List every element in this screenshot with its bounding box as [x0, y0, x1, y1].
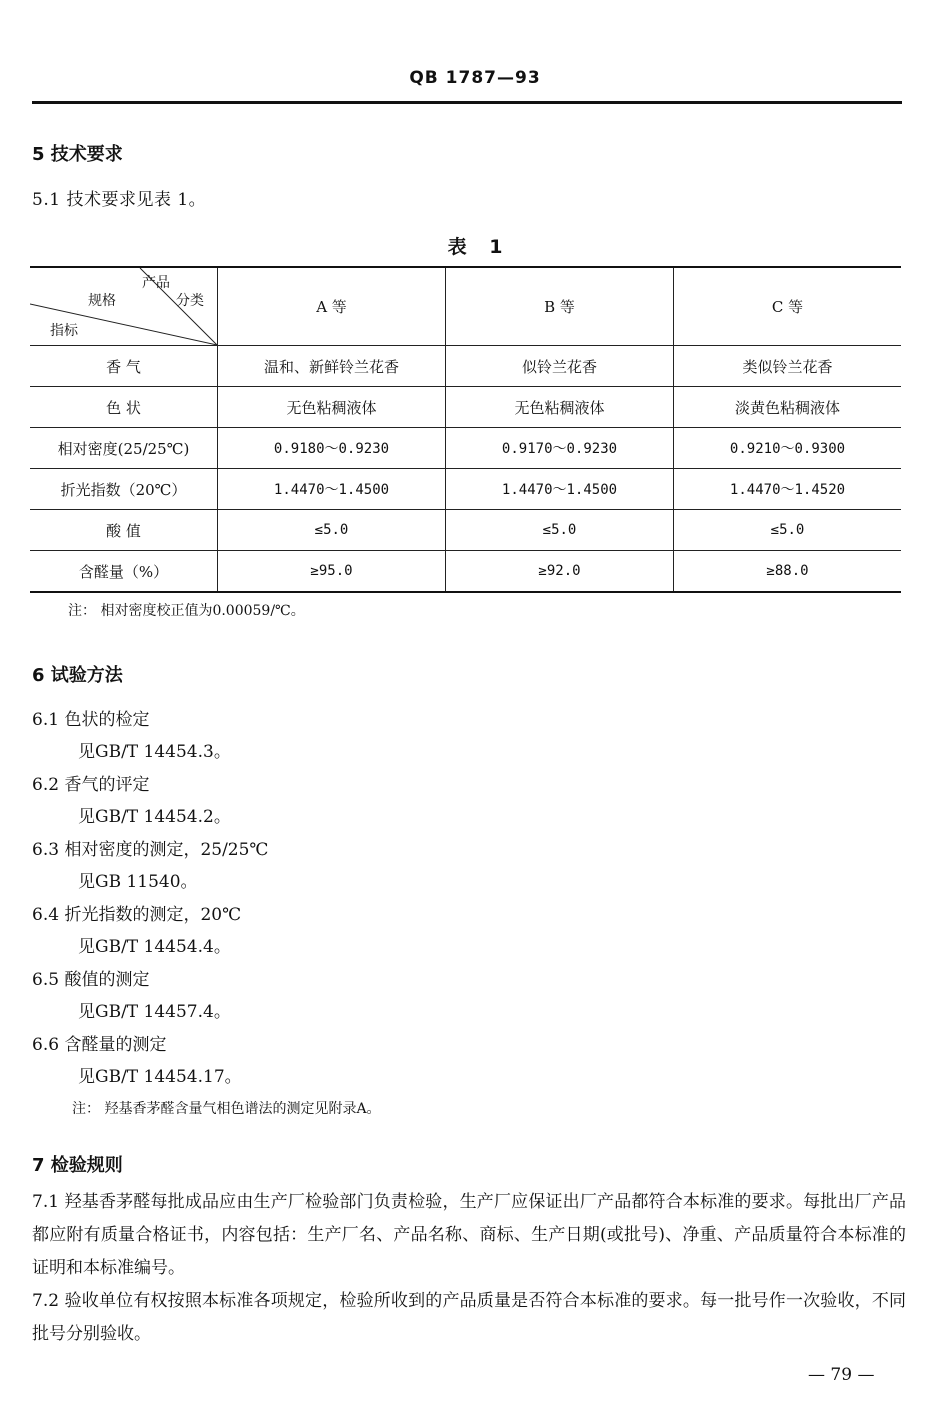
section-5-heading: 5 技术要求 [32, 144, 123, 165]
grade-c-header: C 等 [674, 267, 902, 346]
clause-6-2-ref: 见GB/T 14454.2。 [78, 807, 231, 827]
corner-spec: 规格 [88, 293, 116, 309]
clause-6-1-title: 6.1 色状的检定 [32, 710, 150, 730]
row-label: 含醛量（%） [30, 551, 218, 593]
cell-b: 1.4470～1.4500 [446, 469, 674, 510]
table-caption-label: 表 [447, 236, 467, 258]
cell-c: 淡黄色粘稠液体 [674, 387, 902, 428]
clause-6-5-ref: 见GB/T 14457.4。 [78, 1002, 231, 1022]
row-label: 酸 值 [30, 510, 218, 551]
cell-a: 1.4470～1.4500 [218, 469, 446, 510]
method-note: 注： 羟基香茅醛含量气相色谱法的测定见附录A。 [72, 1101, 381, 1117]
cell-c: 类似铃兰花香 [674, 346, 902, 387]
cell-b: ≤5.0 [446, 510, 674, 551]
clause-6-6-title: 6.6 含醛量的测定 [32, 1035, 167, 1055]
page-number: — 79 — [808, 1365, 875, 1385]
clause-6-6-ref: 见GB/T 14454.17。 [78, 1067, 242, 1087]
clause-5-1: 5.1 技术要求见表 1。 [32, 190, 207, 210]
table-row-aldehyde [30, 551, 901, 593]
table-row-refractive [30, 469, 901, 510]
corner-product: 产品 [142, 275, 170, 291]
cell-a: 0.9180～0.9230 [218, 428, 446, 469]
section-7-heading: 7 检验规则 [32, 1155, 123, 1176]
table-row-color [30, 387, 901, 428]
cell-a: 温和、新鲜铃兰花香 [218, 346, 446, 387]
grade-a-header: A 等 [218, 267, 446, 346]
row-label: 香 气 [30, 346, 218, 387]
cell-c: ≤5.0 [674, 510, 902, 551]
spec-table [30, 266, 901, 593]
table-row-aroma [30, 346, 901, 387]
clause-6-3-ref: 见GB 11540。 [78, 872, 198, 892]
table-row-acid [30, 510, 901, 551]
table-header-row [30, 267, 901, 346]
table-row-density [30, 428, 901, 469]
cell-c: 1.4470～1.4520 [674, 469, 902, 510]
corner-category: 分类 [176, 293, 204, 309]
cell-c: 0.9210～0.9300 [674, 428, 902, 469]
clause-7-1: 7.1 羟基香茅醛每批成品应由生产厂检验部门负责检验，生产厂应保证出厂产品都符合本标准的要求。每批出厂产品都应附有质量合格证书，内容包括：生产厂名、产品名称、商标、生产日期(或批号)、净重、产品质量符合本标准的证明和本标准编号。 [32, 1192, 906, 1278]
table-caption [0, 232, 950, 259]
header-rule [32, 101, 902, 104]
clause-7-2: 7.2 验收单位有权按照本标准各项规定，检验所收到的产品质量是否符合本标准的要求。每一批号作一次验收，不同批号分别验收。 [32, 1291, 906, 1344]
clause-6-1-ref: 见GB/T 14454.3。 [78, 742, 231, 762]
cell-a: 无色粘稠液体 [218, 387, 446, 428]
cell-c: ≥88.0 [674, 551, 902, 593]
cell-b: 似铃兰花香 [446, 346, 674, 387]
row-label: 色 状 [30, 387, 218, 428]
table-corner-cell [30, 267, 218, 346]
clause-6-4-ref: 见GB/T 14454.4。 [78, 937, 231, 957]
grade-b-header: B 等 [446, 267, 674, 346]
clause-6-5-title: 6.5 酸值的测定 [32, 970, 150, 990]
table-caption-number: 1 [489, 236, 503, 258]
row-label: 折光指数（20℃） [30, 469, 218, 510]
clause-6-2-title: 6.2 香气的评定 [32, 775, 150, 795]
cell-a: ≥95.0 [218, 551, 446, 593]
table-note: 注： 相对密度校正值为0.00059/℃。 [68, 603, 305, 619]
clause-6-3-title: 6.3 相对密度的测定，25/25℃ [32, 840, 269, 860]
row-label: 相对密度(25/25℃) [30, 428, 218, 469]
document-code: QB 1787—93 [409, 68, 541, 88]
cell-b: 0.9170～0.9230 [446, 428, 674, 469]
corner-indicator: 指标 [50, 323, 78, 339]
section-6-heading: 6 试验方法 [32, 665, 123, 686]
clause-6-4-title: 6.4 折光指数的测定，20℃ [32, 905, 242, 925]
cell-b: ≥92.0 [446, 551, 674, 593]
cell-a: ≤5.0 [218, 510, 446, 551]
cell-b: 无色粘稠液体 [446, 387, 674, 428]
